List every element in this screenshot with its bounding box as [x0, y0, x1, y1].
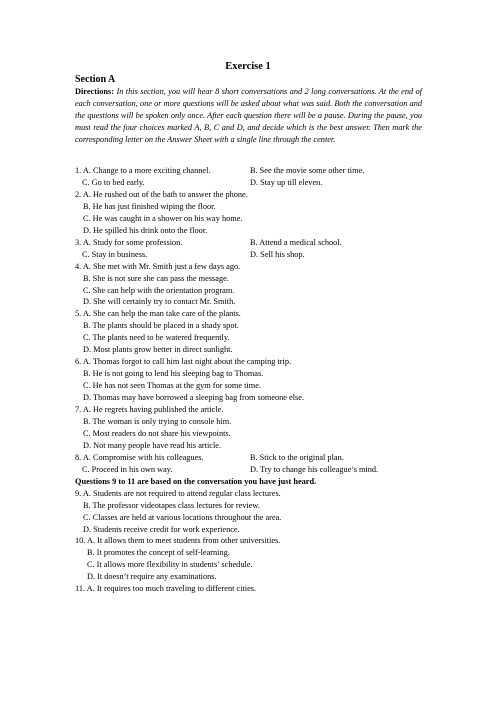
option-pair-row: [75, 165, 425, 177]
question-first-option: 4. A. She met with Mr. Smith just a few days ago.: [75, 261, 241, 271]
option-right: D. Sell his shop.: [250, 249, 305, 259]
option-pair-row: [75, 452, 425, 464]
option-pair-row: [75, 177, 425, 189]
option-line: C. She can help with the orientation program.: [83, 285, 235, 295]
option-line: B. He has just finished wiping the floor.: [83, 201, 216, 211]
option-line: C. He has not seen Thomas at the gym for some time.: [83, 381, 261, 391]
option-right: B. Stick to the original plan.: [250, 452, 344, 462]
option-left: 3. A. Study for some profession.: [75, 237, 183, 247]
option-left: 1. A. Change to a more exciting channel.: [75, 166, 211, 175]
option-line: B. She is not sure she can pass the message.: [83, 273, 229, 283]
option-line: C. The plants need to be watered frequently.: [83, 333, 230, 343]
option-line: C. Most readers do not share his viewpoints.: [83, 428, 231, 438]
option-right: B. Attend a medical school.: [250, 237, 342, 247]
option-pair-row: [75, 237, 425, 249]
option-right: B. See the movie some other time.: [250, 166, 365, 175]
option-line: D. Thomas may have borrowed a sleeping bag from someone else.: [83, 393, 305, 403]
option-line: B. The woman is only trying to console him.: [83, 416, 232, 426]
option-line: B. The professor videotapes class lectures for review.: [83, 500, 260, 510]
option-line: B. The plants should be placed in a shady spot.: [83, 321, 239, 331]
option-line: C. Classes are held at various locations throughout the area.: [83, 512, 282, 522]
option-left: 8. A. Compromise with his colleagues.: [75, 452, 204, 462]
option-right: D. Try to change his colleague’s mind.: [250, 464, 379, 474]
conversation-heading: Questions 9 to 11 are based on the conversation you have just heard.: [75, 476, 317, 486]
question-first-option: 5. A. She can help the man take care of the plants.: [75, 309, 241, 319]
option-line: D. Most plants grow better in direct sunlight.: [83, 345, 233, 355]
option-left: C. Proceed in his own way.: [82, 464, 173, 474]
option-right: D. Stay up till eleven.: [250, 177, 323, 187]
question-first-option: 6. A. Thomas forgot to call him last night about the camping trip.: [75, 357, 292, 367]
option-line: B. He is not going to lend his sleeping bag to Thomas.: [83, 369, 264, 379]
directions-text: In this section, you will hear 8 short conversations and 2 long conversations. At the end of each conversation, one or more questions will be asked about what was said. Both the conversation and the questions will be spoken only once. After each question there will be a pause. During the pause, you must read the four choices marked A, B, C and D, and decide which is the best answer. Then mark the corresponding letter on the Answer Sheet with a single line through the center.: [75, 87, 422, 144]
option-line: D. He spilled his drink onto the floor.: [83, 225, 208, 235]
question-first-option: 7. A. He regrets having published the article.: [75, 405, 224, 414]
section-heading: Section A: [75, 74, 116, 85]
option-line: D. It doesn’t require any examinations.: [87, 572, 217, 582]
directions-paragraph: [75, 86, 422, 146]
option-line: D. She will certainly try to contact Mr. Smith.: [83, 297, 236, 307]
question-first-option: 11. A. It requires too much traveling to different cities.: [75, 584, 257, 594]
question-first-option: 10. A. It allows them to meet students from other universities.: [75, 536, 281, 546]
option-line: B. It promotes the concept of self-learning.: [87, 548, 230, 558]
option-line: C. He was caught in a shower on his way home.: [83, 213, 243, 223]
option-line: D. Not many people have read his article.: [83, 440, 222, 450]
question-first-option: 2. A. He rushed out of the bath to answer the phone.: [75, 189, 248, 199]
option-left: C. Go to bed early.: [82, 177, 145, 187]
question-first-option: 9. A. Students are not required to attend regular class lectures.: [75, 488, 281, 498]
exercise-title: Exercise 1: [225, 61, 271, 72]
option-line: C. It allows more flexibility in students’ schedule.: [87, 560, 253, 570]
option-pair-row: [75, 464, 425, 476]
option-left: C. Stay in business.: [82, 249, 148, 259]
option-line: D. Students receive credit for work experience.: [83, 524, 240, 534]
directions-label: Directions:: [75, 87, 115, 96]
option-pair-row: [75, 249, 425, 261]
